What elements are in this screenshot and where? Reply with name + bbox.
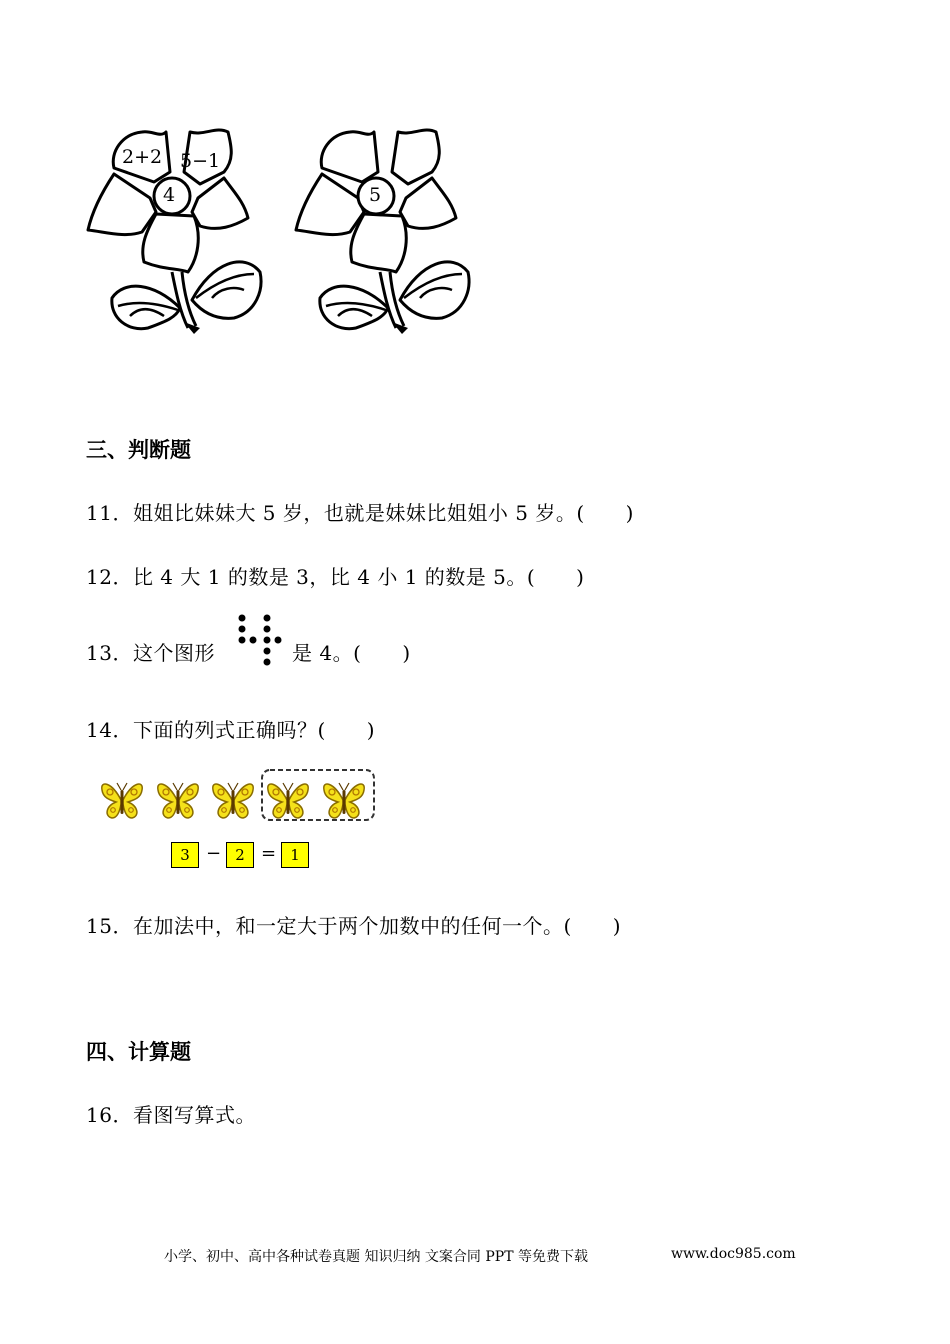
equation-box-a: 3 [171,842,199,868]
butterfly-row [96,768,386,828]
equation-equals: = [261,843,277,864]
dot-pattern-figure [234,612,284,668]
question-15: 15．在加法中，和一定大于两个加数中的任何一个。( ) [86,914,622,938]
equation-minus: − [206,843,222,864]
butterfly-3 [213,783,253,818]
question-11: 11．姐姐比妹妹大 5 岁，也就是妹妹比姐姐小 5 岁。( ) [86,501,634,525]
equation-box-c: 1 [281,842,309,868]
flower-figure-1 [84,122,274,344]
section-title-calculation: 四、计算题 [86,1040,191,1064]
butterfly-1 [102,783,142,818]
footer-text: 小学、初中、高中各种试卷真题 知识归纳 文案合同 PPT 等免费下载 [164,1249,588,1265]
flower-1-petal-left-label: 2+2 [122,146,163,168]
butterfly-5 [324,783,364,818]
flower-1-center-label: 4 [163,184,176,206]
question-13-prefix: 13．这个图形 [86,641,215,665]
butterfly-4 [268,783,308,818]
footer-url[interactable]: www.doc985.com [671,1246,796,1262]
question-12: 12．比 4 大 1 的数是 3，比 4 小 1 的数是 5。( ) [86,565,585,589]
equation-box-b: 2 [226,842,254,868]
section-title-judgement: 三、判断题 [86,438,191,462]
question-13-suffix: 是 4。( ) [292,641,411,665]
question-16: 16．看图写算式。 [86,1103,256,1127]
flower-2-center-label: 5 [369,184,382,206]
flower-figure-2 [292,122,482,344]
butterfly-2 [158,783,198,818]
flower-1-petal-right-label: 5−1 [180,150,221,172]
question-14: 14．下面的列式正确吗？( ) [86,718,376,742]
